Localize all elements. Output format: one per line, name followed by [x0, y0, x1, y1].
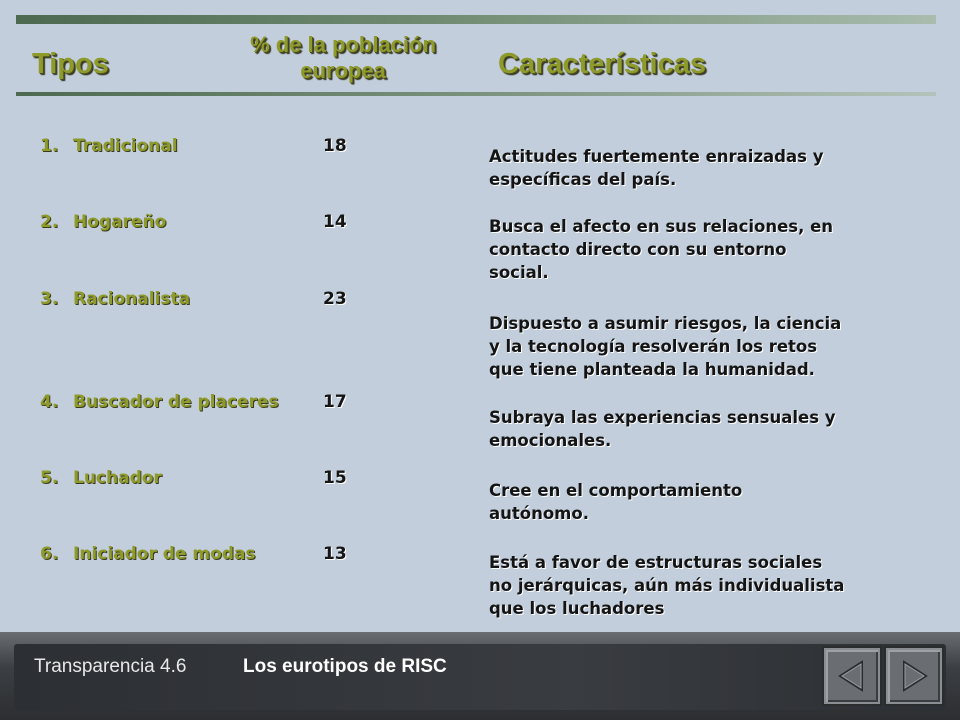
description-block [489, 551, 899, 620]
column-header-characteristics: Características [498, 48, 706, 80]
type-name: Hogareño [73, 212, 167, 232]
type-number: 6. [40, 544, 59, 564]
description-block [489, 215, 899, 284]
type-number: 2. [40, 212, 59, 232]
description-line: Busca el afecto en sus relaciones, en [489, 217, 834, 236]
header-rule [16, 92, 936, 96]
type-number: 5. [40, 468, 59, 488]
slide-title: Los eurotipos de RISC [243, 656, 447, 677]
top-rule [16, 15, 936, 24]
type-name: Iniciador de modas [73, 544, 256, 564]
slide-label: Transparencia 4.6 [34, 656, 187, 677]
description-line: Dispuesto a asumir riesgos, la ciencia [489, 314, 842, 333]
type-percentage: 17 [323, 392, 347, 412]
type-percentage: 23 [323, 289, 347, 309]
type-row [40, 136, 370, 162]
column-header-types: Tipos [32, 48, 109, 80]
type-row [40, 212, 370, 238]
triangle-left-icon [826, 650, 878, 702]
description-block [489, 312, 899, 381]
type-percentage: 14 [323, 212, 347, 232]
type-percentage: 18 [323, 136, 347, 156]
description-line: que tiene planteada la humanidad. [489, 360, 815, 379]
description-line: social. [489, 263, 549, 282]
type-name: Tradicional [73, 136, 178, 156]
description-block [489, 406, 899, 452]
description-line: emocionales. [489, 431, 612, 450]
column-header-percentage-line1: % de la población [250, 32, 436, 57]
type-number: 3. [40, 289, 59, 309]
type-row [40, 392, 370, 418]
previous-slide-button[interactable] [824, 648, 880, 704]
type-number: 4. [40, 392, 59, 412]
description-line: Está a favor de estructuras sociales [489, 553, 823, 572]
type-name: Luchador [73, 468, 162, 488]
type-row [40, 468, 370, 494]
type-row [40, 544, 370, 570]
description-line: Subraya las experiencias sensuales y [489, 408, 836, 427]
type-row [40, 289, 370, 315]
description-line: contacto directo con su entorno [489, 240, 787, 259]
type-percentage: 13 [323, 544, 347, 564]
type-name: Buscador de placeres [73, 392, 279, 412]
description-line: autónomo. [489, 504, 589, 523]
description-block [489, 479, 899, 525]
description-line: específicas del país. [489, 170, 677, 189]
description-line: y la tecnología resolverán los retos [489, 337, 818, 356]
type-percentage: 15 [323, 468, 347, 488]
type-name: Racionalista [73, 289, 191, 309]
triangle-right-icon [888, 650, 940, 702]
next-slide-button[interactable] [886, 648, 942, 704]
description-block [489, 145, 899, 191]
description-line: Actitudes fuertemente enraizadas y [489, 147, 824, 166]
type-number: 1. [40, 136, 59, 156]
description-line: no jerárquicas, aún más individualista [489, 576, 845, 595]
description-line: que los luchadores [489, 599, 665, 618]
description-line: Cree en el comportamiento [489, 481, 743, 500]
column-header-percentage [218, 32, 468, 84]
column-header-percentage-line2: europea [300, 58, 386, 83]
